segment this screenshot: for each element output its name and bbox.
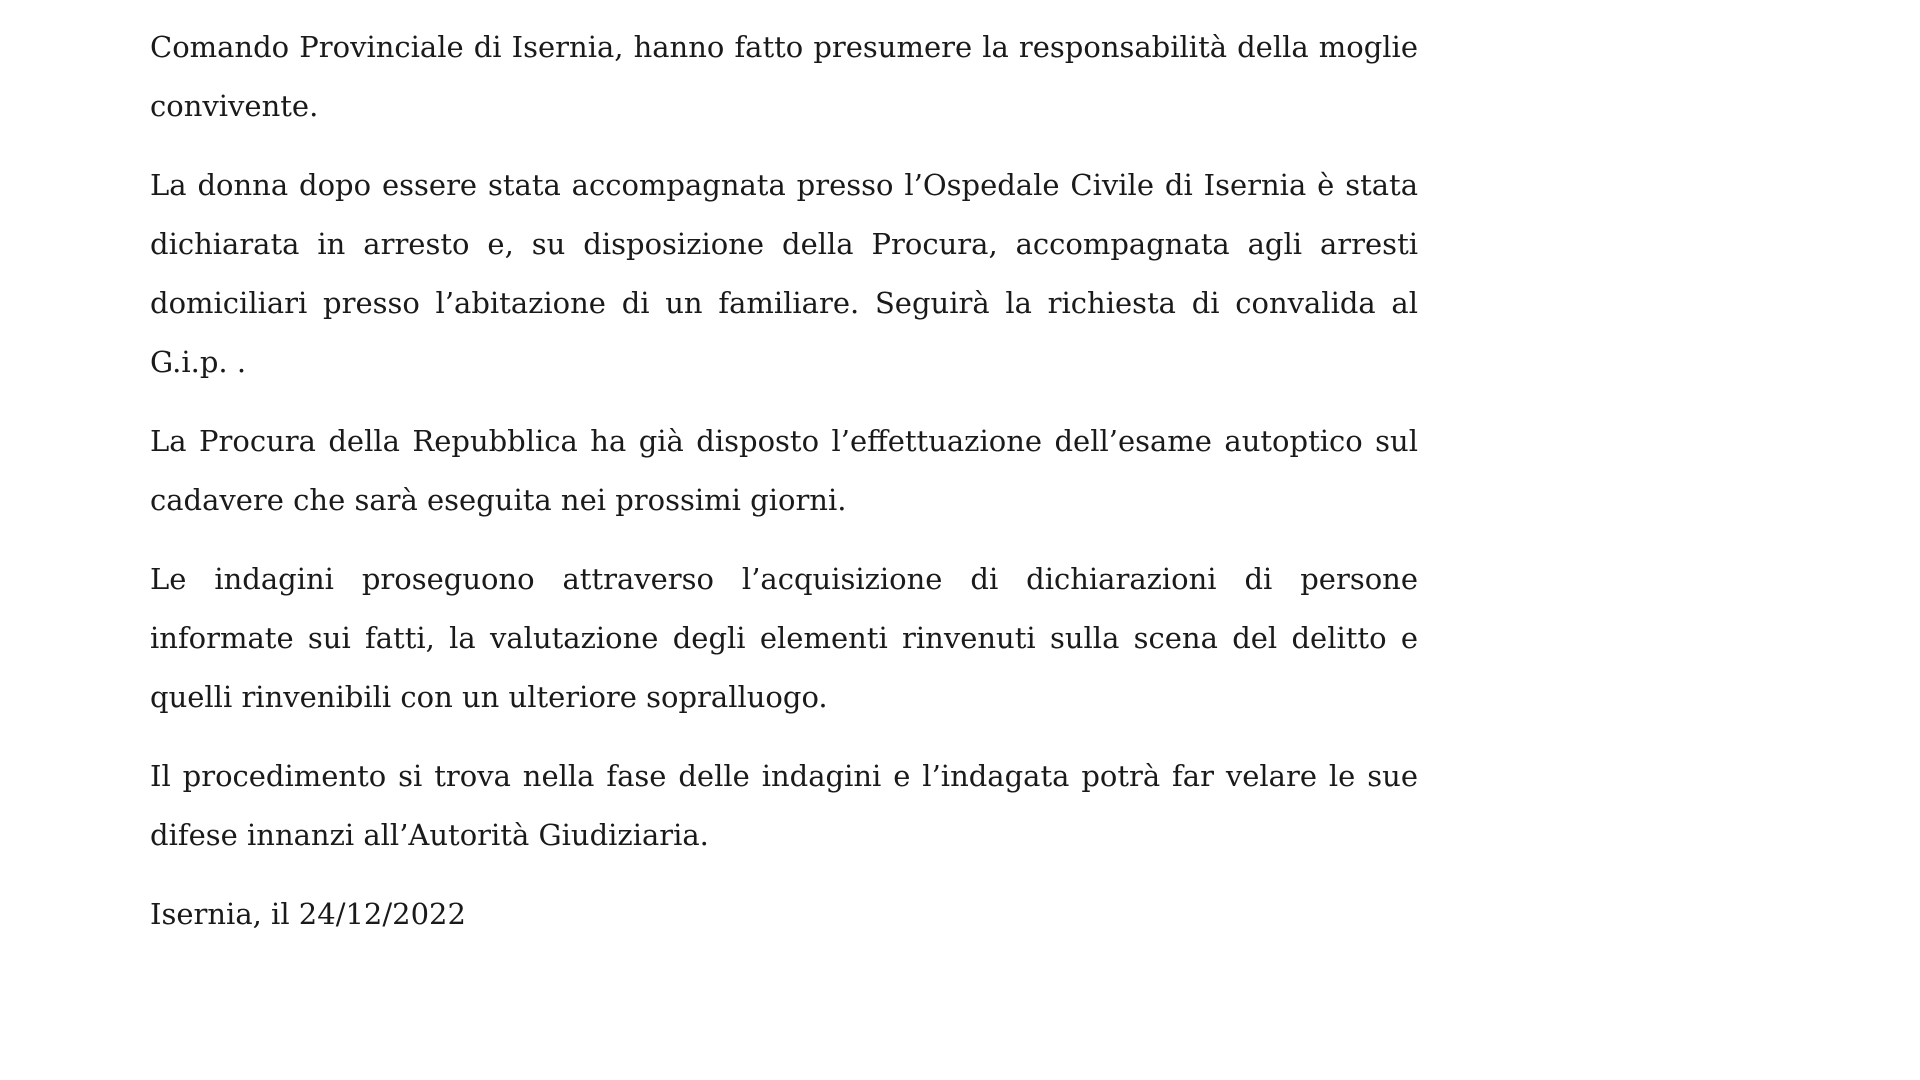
paragraph-3: La Procura della Repubblica ha già disposto l’effettuazione dell’esame autoptico sul cadavere che sarà eseguita nei prossimi giorni. — [150, 424, 1418, 517]
paragraph-2: La donna dopo essere stata accompagnata presso l’Ospedale Civile di Isernia è stata dichiarata in arresto e, su disposizione della Procura, accompagnata agli arresti domiciliari presso l’abitazione di un familiare. Seguirà la richiesta di convalida al G.i.p. . — [150, 168, 1418, 379]
document-body — [150, 18, 1418, 944]
paragraph-5: Il procedimento si trova nella fase delle indagini e l’indagata potrà far velare le sue difese innanzi all’Autorità Giudiziaria. — [150, 759, 1418, 852]
paragraph-1: Comando Provinciale di Isernia, hanno fatto presumere la responsabilità della moglie convivente. — [150, 30, 1418, 123]
paragraph-4: Le indagini proseguono attraverso l’acquisizione di dichiarazioni di persone informate sui fatti, la valutazione degli elementi rinvenuti sulla scena del delitto e quelli rinvenibili con un ulteriore sopralluogo. — [150, 562, 1418, 714]
place-date-line: Isernia, il 24/12/2022 — [150, 897, 466, 931]
